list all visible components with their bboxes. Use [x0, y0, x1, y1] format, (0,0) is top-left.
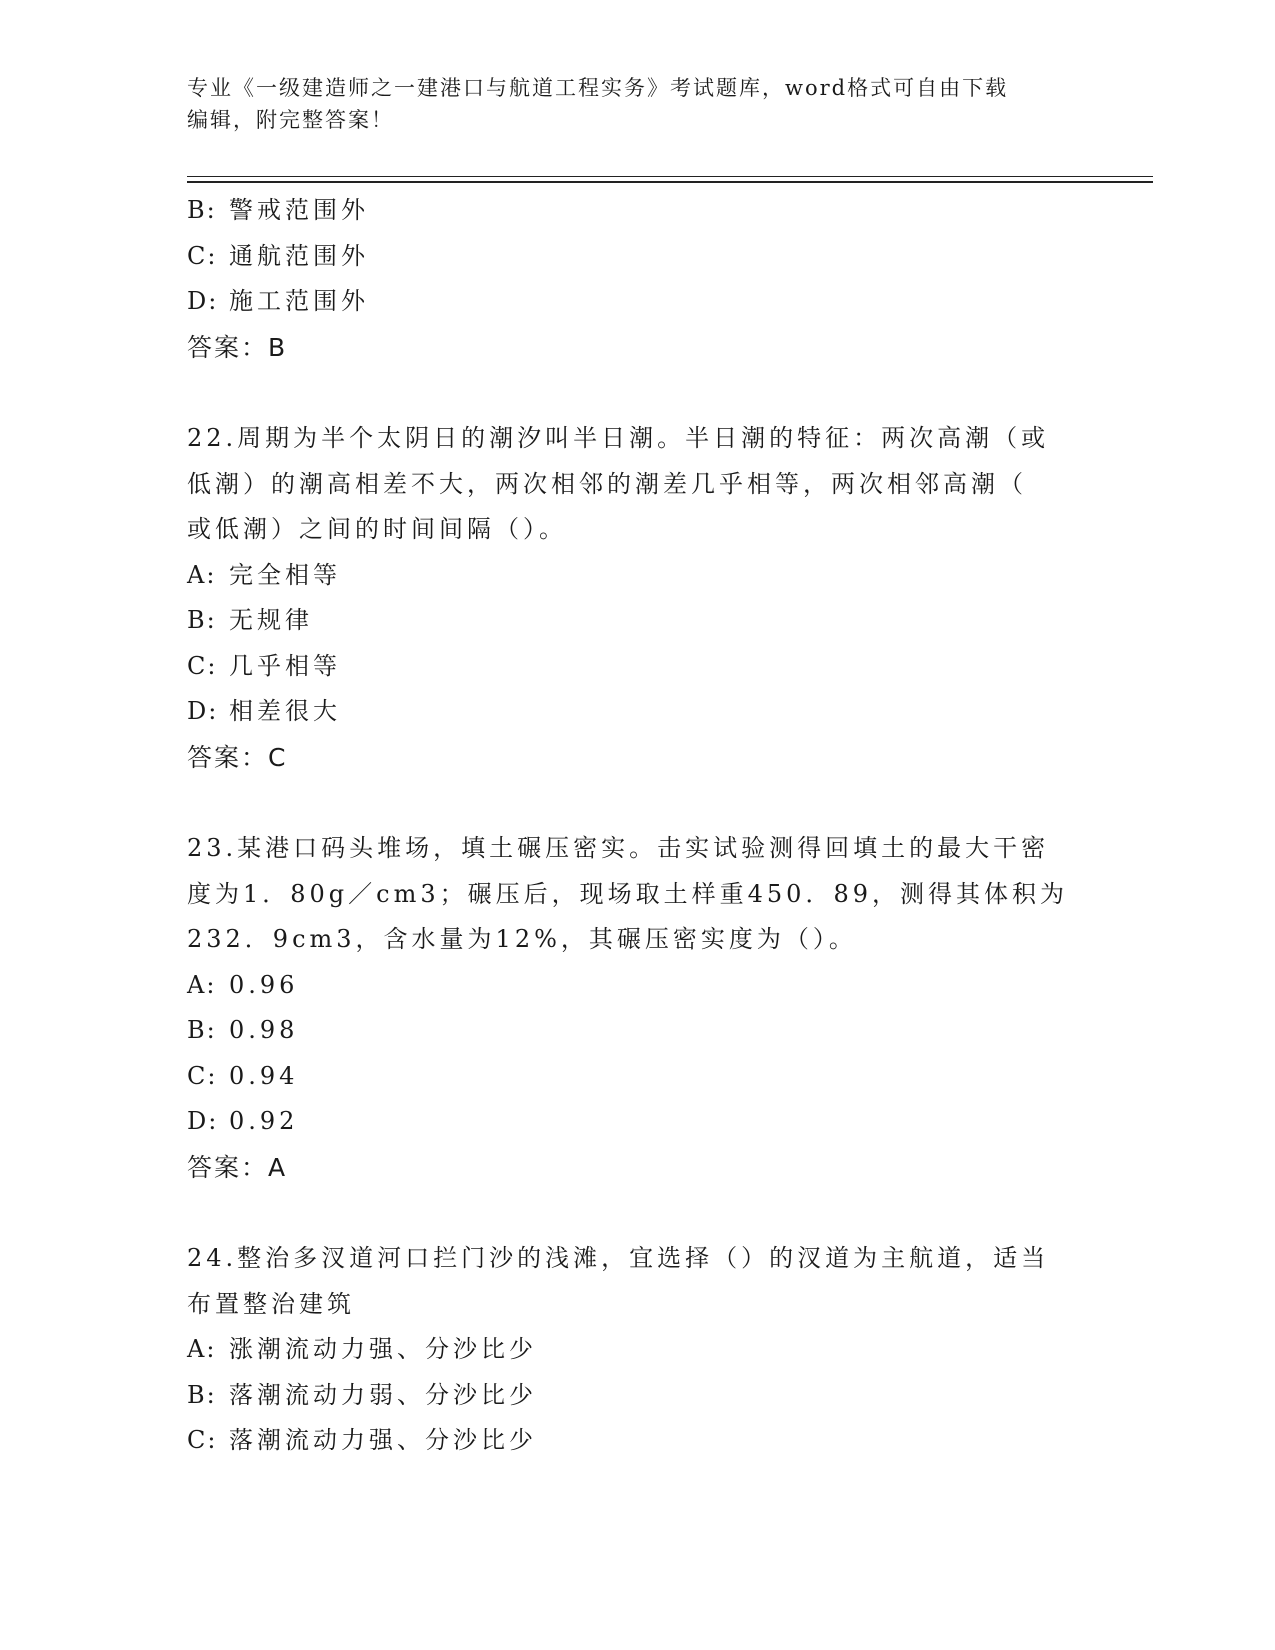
question-text-line: 布置整治建筑 [187, 1289, 355, 1318]
option-b: B: 0.98 [187, 1016, 299, 1044]
question-21-tail [187, 188, 1087, 370]
option-c: C: 几乎相等 [187, 651, 341, 680]
question-23 [187, 826, 1087, 1190]
answer-line: 答案：A [187, 1152, 288, 1182]
option-b: B: 警戒范围外 [187, 196, 369, 224]
option-b: B: 无规律 [187, 606, 313, 634]
header-line-1: 专业《一级建造师之一建港口与航道工程实务》考试题库，word格式可自由下载 [187, 76, 1009, 100]
option-d: D: 相差很大 [187, 697, 341, 725]
question-text-line: 23.某港口码头堆场，填土碾压密实。击实试验测得回填土的最大干密 [187, 834, 1050, 862]
answer-line: 答案：C [187, 742, 288, 772]
option-a: A: 0.96 [187, 970, 299, 999]
option-b: B: 落潮流动力弱、分沙比少 [187, 1380, 537, 1409]
question-text-line: 或低潮）之间的时间间隔（）。 [187, 515, 567, 543]
option-d: D: 施工范围外 [187, 287, 369, 315]
option-c: C: 0.94 [187, 1061, 299, 1090]
header-divider-thin [187, 176, 1153, 177]
question-text-line: 低潮）的潮高相差不大，两次相邻的潮差几乎相等，两次相邻高潮（ [187, 469, 1027, 498]
option-c: C: 落潮流动力强、分沙比少 [187, 1426, 537, 1454]
header-divider-thick [187, 181, 1153, 183]
question-text-line: 度为1．80g／cm3；碾压后，现场取土样重450．89，测得其体积为 [187, 879, 1068, 908]
question-text-line: 22.周期为半个太阴日的潮汐叫半日潮。半日潮的特征：两次高潮（或 [187, 424, 1050, 452]
question-text-line: 232．9cm3，含水量为12%，其碾压密实度为（）。 [187, 925, 857, 953]
question-24 [187, 1236, 1087, 1464]
question-22 [187, 416, 1087, 780]
option-a: A: 涨潮流动力强、分沙比少 [187, 1335, 537, 1363]
answer-line: 答案：B [187, 332, 288, 362]
document-header [187, 72, 1067, 136]
question-content [187, 188, 1087, 1464]
option-d: D: 0.92 [187, 1107, 299, 1135]
option-c: C: 通航范围外 [187, 241, 369, 270]
question-text-line: 24.整治多汊道河口拦门沙的浅滩，宜选择（）的汊道为主航道，适当 [187, 1244, 1050, 1272]
option-a: A: 完全相等 [187, 560, 341, 589]
header-line-2: 编辑，附完整答案！ [187, 108, 394, 132]
